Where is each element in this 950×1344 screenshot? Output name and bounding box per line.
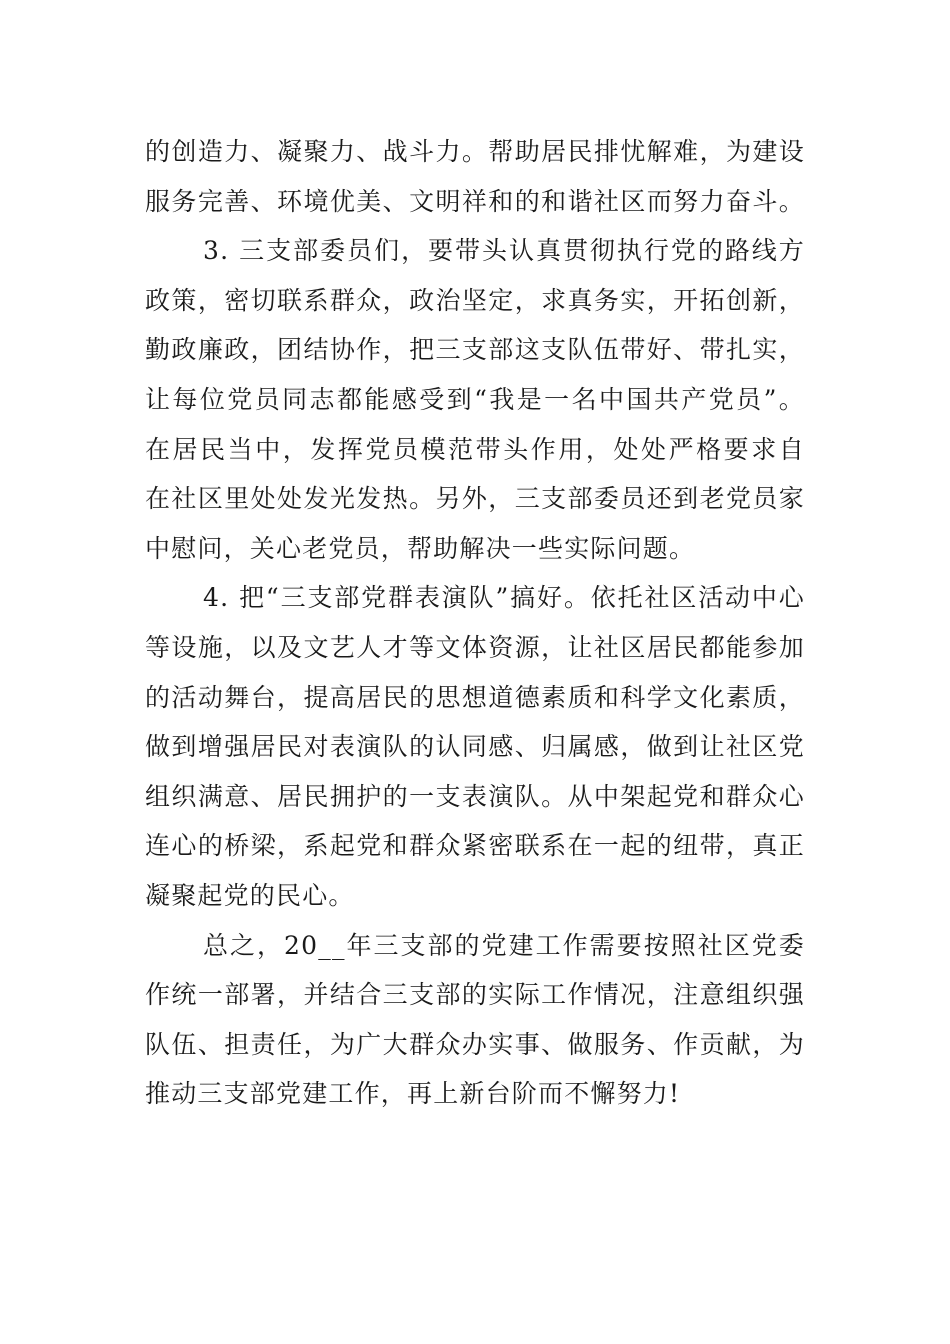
text-line: 做到增强居民对表演队的认同感、归属感，做到让社区党 [145,732,805,762]
text-line: 在居民当中，发挥党员模范带头作用，处处严格要求自 [145,434,805,464]
text-line: 政策，密切联系群众，政治坚定，求真务实，开拓创新， [145,285,805,315]
text-line: 连心的桥梁，系起党和群众紧密联系在一起的纽带，真正 [145,831,805,861]
text-line: 的活动舞台，提高居民的思想道德素质和科学文化素质， [145,682,805,712]
text-line: 推动三支部党建工作，再上新台阶而不懈努力! [145,1079,681,1109]
text-line: 组织满意、居民拥护的一支表演队。从中架起党和群众心 [145,781,805,811]
text-line: 凝聚起党的民心。 [145,880,355,910]
text-line: 3. 三支部委员们，要带头认真贯彻执行党的路线方 [203,236,805,266]
text-line: 在社区里处处发光发热。另外，三支部委员还到老党员家 [145,484,805,514]
text-line: 服务完善、环境优美、文明祥和的和谐社区而努力奋斗。 [145,186,805,216]
text-line: 让每位党员同志都能感受到“我是一名中国共产党员”。 [145,384,805,414]
text-line: 4. 把“三支部党群表演队”搞好。依托社区活动中心 [203,583,805,613]
text-line: 总之，20__年三支部的党建工作需要按照社区党委 [203,930,805,960]
document-body-text [145,127,805,1119]
text-line: 等设施，以及文艺人才等文体资源，让社区居民都能参加 [145,632,805,662]
text-line: 勤政廉政，团结协作，把三支部这支队伍带好、带扎实， [145,335,805,365]
text-line: 队伍、担责任，为广大群众办实事、做服务、作贡献，为 [145,1029,805,1059]
text-line: 作统一部署，并结合三支部的实际工作情况，注意组织强 [145,980,805,1010]
text-line: 的创造力、凝聚力、战斗力。帮助居民排忧解难，为建设 [145,137,805,166]
text-line: 中慰问，关心老党员，帮助解决一些实际问题。 [145,533,696,563]
